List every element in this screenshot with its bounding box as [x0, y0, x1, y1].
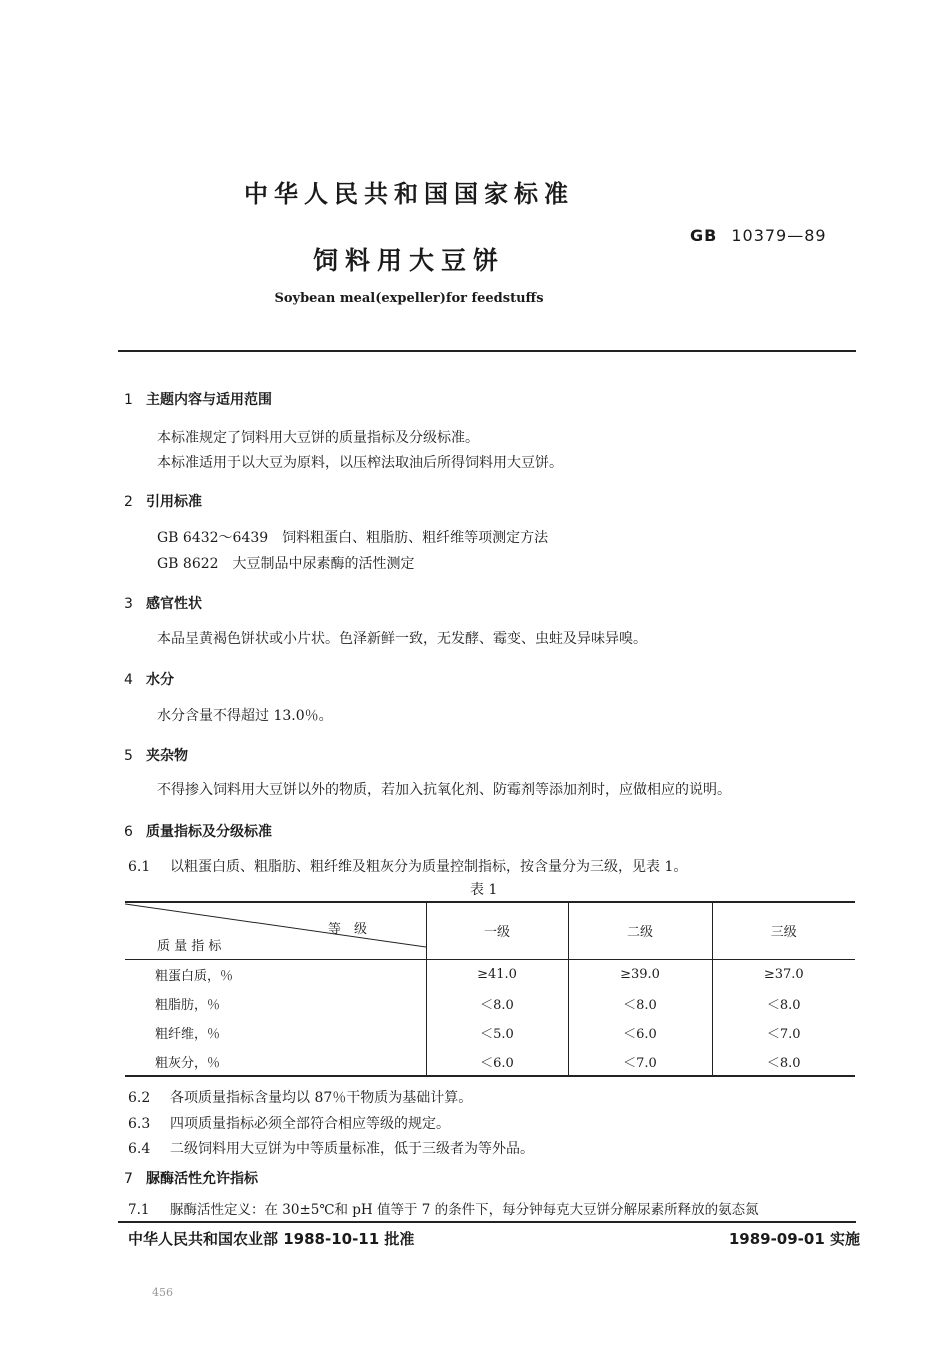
document-title-en: Soybean meal(expeller)for feedstuffs: [274, 291, 544, 306]
section-title: 脲酶活性允许指标: [146, 1171, 258, 1187]
table-cell: ＜7.0: [568, 1047, 712, 1076]
clause-text: 四项质量指标必须全部符合相应等级的规定。: [170, 1116, 450, 1132]
grade-header-2: 二级: [568, 902, 712, 960]
section-title: 水分: [146, 672, 174, 688]
table-cell: ＜8.0: [568, 989, 712, 1018]
section-title: 夹杂物: [146, 748, 188, 764]
clause-6-3: [128, 1113, 450, 1133]
section-title: 主题内容与适用范围: [146, 392, 272, 408]
footer-divider: [118, 1221, 856, 1223]
section-number: 5: [124, 748, 133, 764]
header-divider: [118, 350, 856, 352]
row-label: 粗灰分，％: [155, 1056, 221, 1071]
section-2-para-1: GB 6432～6439 饲料粗蛋白、粗脂肪、粗纤维等项测定方法: [157, 530, 549, 546]
section-2-heading: [124, 491, 202, 511]
clause-number: 6.2: [128, 1090, 151, 1106]
section-7-heading: [124, 1168, 258, 1188]
page-number: 456: [152, 1286, 173, 1299]
clause-6-2: [128, 1087, 472, 1107]
table-cell: ≥41.0: [426, 960, 568, 990]
corner-indicator-label: 质 量 指 标: [157, 939, 222, 954]
section-number: 3: [124, 596, 133, 612]
clause-number: 7.1: [128, 1202, 150, 1218]
section-3-para-1: 本品呈黄褐色饼状或小片状。色泽新鲜一致，无发酵、霉变、虫蛀及异味异嗅。: [157, 631, 647, 647]
section-3-heading: [124, 593, 202, 613]
section-number: 1: [124, 392, 133, 408]
table-cell: ＜6.0: [568, 1018, 712, 1047]
clause-number: 6.3: [128, 1116, 151, 1132]
clause-text: 各项质量指标含量均以 87％干物质为基础计算。: [170, 1090, 473, 1106]
table-cell: ＜8.0: [712, 989, 855, 1018]
clause-text: 脲酶活性定义：在 30±5℃和 pH 值等于 7 的条件下，每分钟每克大豆饼分解尿素所释放的氨态氮: [170, 1202, 759, 1218]
row-label: 粗脂肪，％: [155, 998, 221, 1013]
table-row: [125, 960, 855, 990]
clause-6-4: [128, 1138, 534, 1158]
section-title: 质量指标及分级标准: [146, 824, 272, 840]
table-row: [125, 1047, 855, 1076]
section-title: 引用标准: [146, 494, 202, 510]
section-number: 4: [124, 672, 133, 688]
corner-grade-label: 等 级: [328, 922, 368, 937]
table-cell: ＜7.0: [712, 1018, 855, 1047]
table-caption: 表 1: [470, 882, 498, 898]
grade-header-1: 一级: [426, 902, 568, 960]
clause-text: 以粗蛋白质、粗脂肪、粗纤维及粗灰分为质量控制指标，按含量分为三级，见表 1。: [170, 859, 688, 875]
table-row: [125, 1018, 855, 1047]
section-number: 2: [124, 494, 133, 510]
section-5-heading: [124, 745, 188, 765]
table-bottom-rule: [125, 1075, 855, 1077]
clause-number: 6.4: [128, 1141, 151, 1157]
table-header-row: [125, 902, 855, 960]
document-title-cn: 饲料用大豆饼: [312, 246, 505, 275]
clause-text: 二级饲料用大豆饼为中等质量标准，低于三级者为等外品。: [170, 1141, 534, 1157]
standard-code: 10379—89: [731, 226, 827, 245]
section-2-para-2: GB 8622 大豆制品中尿素酶的活性测定: [157, 556, 415, 572]
quality-grade-table: [125, 902, 855, 1076]
clause-7-1: [128, 1198, 759, 1218]
national-standard-title: 中华人民共和国国家标准: [244, 180, 574, 208]
section-5-para-1: 不得掺入饲料用大豆饼以外的物质，若加入抗氧化剂、防霉剂等添加剂时，应做相应的说明。: [157, 782, 731, 798]
section-6-heading: [124, 821, 272, 841]
implementation-date: 1989-09-01 实施: [728, 1230, 860, 1248]
table-cell: ≥39.0: [568, 960, 712, 990]
table-corner-cell: [125, 902, 426, 960]
table-cell: ＜5.0: [426, 1018, 568, 1047]
row-label: 粗纤维，％: [155, 1027, 221, 1042]
clause-6-1: [128, 856, 687, 876]
approval-notice: 中华人民共和国农业部 1988-10-11 批准: [128, 1230, 415, 1248]
table-cell: ＜8.0: [426, 989, 568, 1018]
section-4-heading: [124, 669, 174, 689]
clause-number: 6.1: [128, 859, 151, 875]
row-label: 粗蛋白质，％: [155, 969, 234, 984]
section-4-para-1: 水分含量不得超过 13.0％。: [157, 708, 333, 724]
section-1-para-2: 本标准适用于以大豆为原料，以压榨法取油后所得饲料用大豆饼。: [157, 455, 563, 471]
section-1-para-1: 本标准规定了饲料用大豆饼的质量指标及分级标准。: [157, 430, 479, 446]
standard-prefix: GB: [690, 226, 718, 245]
table-cell: ＜8.0: [712, 1047, 855, 1076]
table-cell: ≥37.0: [712, 960, 855, 990]
section-number: 7: [124, 1171, 133, 1187]
table-cell: ＜6.0: [426, 1047, 568, 1076]
section-title: 感官性状: [146, 596, 202, 612]
section-number: 6: [124, 824, 133, 840]
section-1-heading: [124, 389, 272, 409]
table-row: [125, 989, 855, 1018]
grade-header-3: 三级: [712, 902, 855, 960]
